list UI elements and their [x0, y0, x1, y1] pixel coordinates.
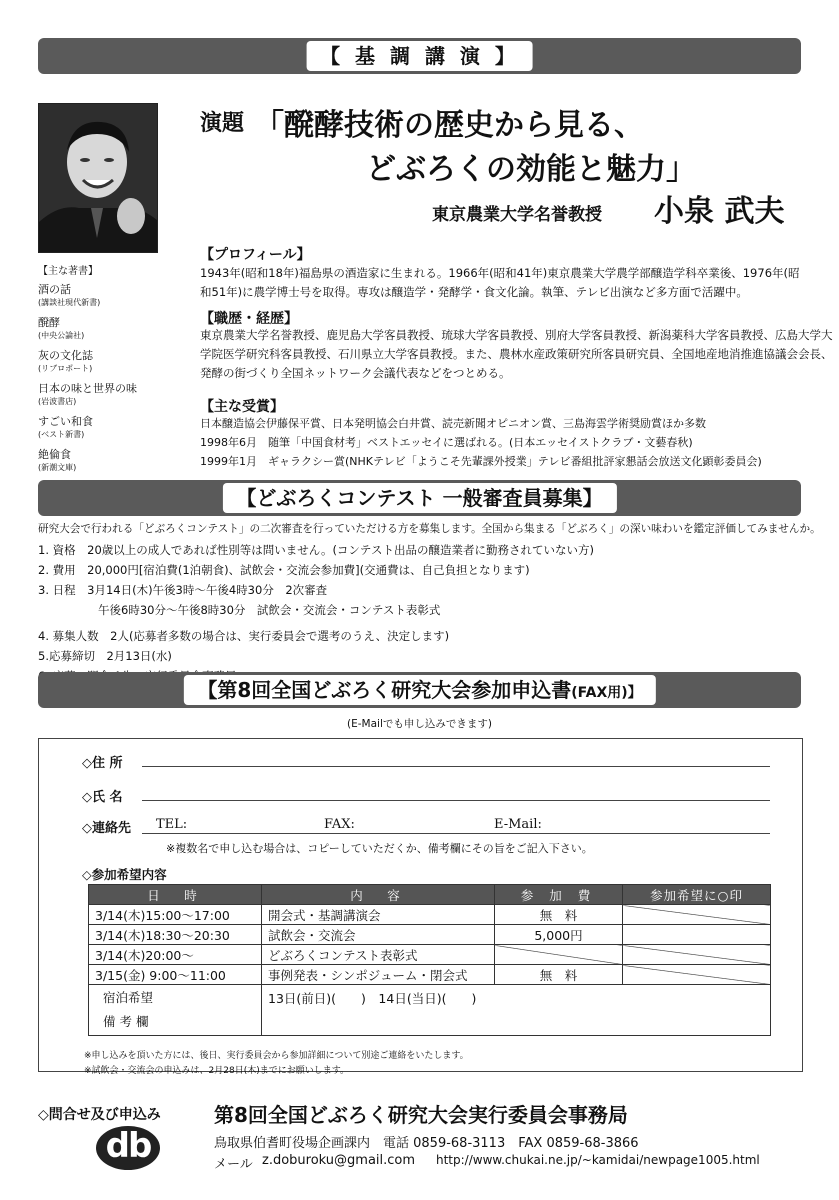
email-label: E-Mail:: [494, 817, 542, 832]
career-line: 東京農業大学名誉教授、鹿児島大学客員教授、琉球大学客員教授、別府大学客員教授、新潟薬科大学客員教授、広島大学大: [200, 328, 833, 342]
form-notes: [84, 1049, 469, 1079]
speaker-affiliation: 東京農業大学名誉教授: [432, 205, 602, 225]
book-publisher: (リブロポート): [38, 364, 93, 373]
contest-item: 2. 費用 20,000円[宿泊費(1泊朝食)、試飲会・交流会参加費](交通費は、自己負担となります): [38, 563, 530, 577]
application-banner-text: [183, 675, 655, 705]
contest-banner-text: 【どぶろくコンテスト 一般審査員募集】: [222, 483, 616, 513]
row-time: 3/14(木)20:00～: [89, 945, 262, 965]
row-content: 試飲会・交流会: [262, 925, 495, 945]
multi-note: ※複数名で申し込む場合は、コピーしていただくか、備考欄にその旨をご記入下さい。: [166, 842, 593, 855]
lodging-remarks-labels: [89, 985, 262, 1036]
table-row: [89, 925, 771, 945]
profile-text: [200, 264, 800, 302]
career-heading: 【職歴・経歴】: [200, 311, 298, 327]
contest-item: 3. 日程 3月14日(木)午後3時～午後4時30分 2次審査: [38, 583, 328, 597]
row-fee: 無 料: [495, 965, 623, 985]
book-publisher: (岩波書店): [38, 397, 77, 406]
row-time: 3/15(金) 9:00～11:00: [89, 965, 262, 985]
keynote-banner: [38, 38, 801, 74]
participate-cell[interactable]: [623, 965, 771, 985]
row-content: 事例発表・シンポジューム・閉会式: [262, 965, 495, 985]
book-title: 醗酵: [38, 316, 60, 329]
db-logo: db: [96, 1126, 160, 1170]
awards-heading: 【主な受賞】: [200, 399, 284, 415]
book-publisher: (講談社現代新書): [38, 298, 101, 307]
schedule-heading: ◇参加希望内容: [82, 867, 167, 882]
book-title: 日本の味と世界の味: [38, 382, 137, 395]
application-banner-suffix: (FAX用)】: [571, 685, 642, 701]
books-heading: 【主な著書】: [38, 266, 98, 277]
contest-intro: 研究大会で行われる「どぶろくコンテスト」の二次審査を行っていただける方を募集します。全国から集まる「どぶろく」の深い味わいを鑑定評価してみませんか。: [38, 523, 821, 535]
remarks-label: 備 考 欄: [103, 1014, 149, 1029]
th-fee: 参 加 費: [495, 885, 623, 905]
lodging-label: 宿泊希望: [103, 990, 154, 1005]
row-content: 開会式・基調講演会: [262, 905, 495, 925]
award-line: 1999年1月 ギャラクシー賞(NHKテレビ「ようこそ先輩課外授業」テレビ番組批評家懇話会放送文化顕彰委員会): [200, 455, 762, 468]
application-banner: [38, 672, 801, 708]
keynote-banner-text: 【 基 調 講 演 】: [306, 41, 533, 71]
application-banner-title: 【第8回全国どぶろく研究大会参加申込書: [197, 678, 572, 702]
footer-contact-label: ◇問合せ及び申込み: [38, 1107, 161, 1123]
name-label: ◇氏 名: [82, 790, 123, 805]
contest-item: 4. 募集人数 2人(応募者多数の場合は、実行委員会で選考のうえ、決定します): [38, 629, 450, 643]
awards-text: [200, 414, 762, 471]
book-publisher: (中央公論社): [38, 331, 85, 340]
name-field[interactable]: [142, 800, 770, 801]
contest-item: 午後6時30分～午後8時30分 試飲会・交流会・コンテスト表彰式: [98, 603, 441, 617]
row-content: どぶろくコンテスト表彰式: [262, 945, 495, 965]
th-participate: 参加希望に○印: [623, 885, 771, 905]
award-line: 日本醸造協会伊藤保平賞、日本発明協会白井賞、読売新聞オピニオン賞、三島海雲学術奨励賞ほか多数: [200, 417, 706, 430]
footer-address: 鳥取県伯耆町役場企画課内 電話 0859-68-3113 FAX 0859-68-3866: [214, 1136, 639, 1151]
contact-label: ◇連絡先: [82, 821, 131, 836]
speaker-photo: [38, 103, 158, 253]
th-time: 日 時: [89, 885, 262, 905]
address-label: ◇住 所: [82, 756, 123, 771]
fax-label: FAX:: [324, 817, 355, 832]
profile-heading: 【プロフィール】: [200, 247, 311, 263]
schedule-table: [88, 884, 771, 1036]
award-line: 1998年6月 随筆「中国食材考」ベストエッセイに選ばれる。(日本エッセイストクラブ・文藝春秋): [200, 436, 693, 449]
form-note: ※試飲会・交流会の申込みは、2月28日(木)までにお願いします。: [84, 1066, 350, 1076]
footer-email[interactable]: z.doburoku@gmail.com: [262, 1153, 416, 1168]
profile-line: 1943年(昭和18年)福島県の酒造家に生まれる。1966年(昭和41年)東京農業大学農学部醸造学科卒業後、1976年(昭: [200, 266, 800, 280]
row-fee-empty: [495, 945, 623, 965]
book-publisher: (ベスト新書): [38, 430, 85, 439]
email-note: (E-Mailでも申し込みできます): [347, 718, 492, 730]
table-row: [89, 905, 771, 925]
form-note: ※申し込みを頂いた方には、後日、実行委員会から参加詳細について別途ご連絡をいたします。: [84, 1051, 469, 1061]
lodging-options[interactable]: 13日(前日)( ) 14日(当日)( ): [262, 985, 771, 1036]
footer-mail-label: メール: [214, 1157, 253, 1172]
career-line: 学院医学研究科客員教授、石川県立大学客員教授。また、農林水産政策研究所客員研究員、全国地産地消推進協議会会長、: [200, 347, 833, 361]
books-list: [38, 262, 137, 479]
book-publisher: (新潮文庫): [38, 463, 77, 472]
book-title: 絶倫食: [38, 448, 71, 461]
th-content: 内 容: [262, 885, 495, 905]
title-prefix: 演題: [200, 110, 245, 136]
career-line: 発酵の街づくり全国ネットワーク会議代表などをつとめる。: [200, 366, 511, 380]
table-row: [89, 965, 771, 985]
row-time: 3/14(木)18:30～20:30: [89, 925, 262, 945]
participate-cell[interactable]: [623, 925, 771, 945]
footer-org: 第8回全国どぶろく研究大会実行委員会事務局: [214, 1103, 628, 1127]
lodging-row: [89, 985, 771, 1036]
contest-details: [38, 540, 594, 686]
contact-field[interactable]: [142, 833, 770, 834]
participate-cell[interactable]: [623, 945, 771, 965]
contest-item: 1. 資格 20歳以上の成人であれば性別等は問いません。(コンテスト出品の醸造業者に勤務されていない方): [38, 543, 594, 557]
lecture-title-line1: 「醗酵技術の歴史から見る、: [254, 108, 644, 143]
career-text: [200, 326, 833, 383]
table-row: [89, 945, 771, 965]
book-title: 灰の文化誌: [38, 349, 93, 362]
participate-cell[interactable]: [623, 905, 771, 925]
row-fee: 無 料: [495, 905, 623, 925]
footer-url[interactable]: http://www.chukai.ne.jp/~kamidai/newpage1005.html: [436, 1153, 760, 1167]
contest-item: 5.応募締切 2月13日(水): [38, 649, 172, 663]
contest-banner: [38, 480, 801, 516]
lecture-title-line2: どぶろくの効能と魅力」: [366, 152, 696, 187]
address-field[interactable]: [142, 766, 770, 767]
profile-line: 和51年)に農学博士号を取得。専攻は醸造学・発酵学・食文化論。執筆、テレビ出演など多方面で活躍中。: [200, 285, 748, 299]
tel-label: TEL:: [156, 817, 188, 832]
row-fee: 5,000円: [495, 925, 623, 945]
book-title: すごい和食: [38, 415, 93, 428]
book-title: 酒の話: [38, 283, 71, 296]
row-time: 3/14(木)15:00～17:00: [89, 905, 262, 925]
speaker-name: 小泉 武夫: [654, 194, 785, 229]
